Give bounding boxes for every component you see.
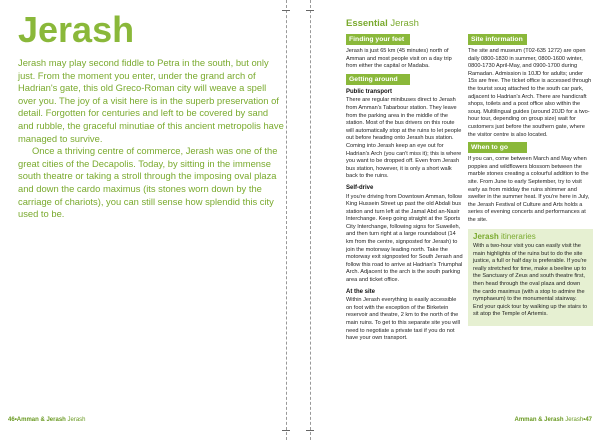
intro-text xyxy=(18,57,286,221)
at-site-text: Within Jerash everything is easily accessible on foot with the exception of the Birketein reservoir and theatre, 2 km to the north of the main ruins. To get to this separate site you will need to negotiate a private taxi if you do not have your own transport. xyxy=(346,297,461,342)
page-title: Jerash xyxy=(18,9,135,50)
itineraries-box xyxy=(468,229,593,326)
public-transport-text: There are regular minibuses direct to Jerash from Amman's Tabarbour station. They leave from the parking area in the middle of the station. Most of the bus drivers on this route will automatically stop at the ruins to let people out before heading onto Jerash bus station. Coming into Jerash keep an eye out for Hadrian's Arch (you can't miss it); this is where you want to be dropped off. Even from Jerash bus station, however, it is only a short walk back to the ruins. xyxy=(346,97,462,180)
self-drive-text: If you're driving from Downtown Amman, follow King Hussein Street up past the old Abdali bus station and turn left at the Jamal Abd an-Nasir Interchange. Keep going straight at the Sports City Interchange, following signs for Suweileh, and then turn right at a large roundabout (14 km from the centre, signposted for Jerash) to join the motorway leading north. Take the motorway exit signposted for South Jerash and follow this road to arrive at Hadrian's Triumphal Arch. Adjacent to the arch is the south parking area and ticket office. xyxy=(346,193,463,284)
public-transport-heading: Public transport xyxy=(346,88,393,95)
when-to-go-bar: When to go xyxy=(468,142,527,153)
essential-heading xyxy=(346,18,419,29)
finding-feet-bar: Finding your feet xyxy=(346,34,410,45)
site-information-text: The site and museum (T02-635 1272) are open daily 0800-1830 in summer, 0800-1600 winter, 0800-1730 April-May, and 0900-1700 during Ramadan. Admission is 10JD for adults; under 15s are free. The ticket office is accessed through the tourist souq attached to the south car park, adjacent to Hadrian's Arch. There are handicraft shops, toilets and a post office also within the souq. Multilingual guides (around 20JD for a two-hour tour, depending on group size) wait for customers just before the southern gate, where the visitor centre is also located. xyxy=(468,48,592,138)
at-site-heading: At the site xyxy=(346,288,376,295)
right-footer: Amman & Jerash Jerash•47 xyxy=(514,417,592,423)
right-column xyxy=(468,34,593,326)
self-drive-heading: Self-drive xyxy=(346,184,374,191)
left-footer-chapter: Jerash xyxy=(67,417,86,423)
site-information-bar: Site information xyxy=(468,34,527,45)
itineraries-text: With a two-hour visit you can easily visit the main highlights of the ruins but to do the site justice, a full or half day is preferable. If you're really stretched for time, make a beeline up to the Sanctuary of Zeus and south theatre first, then head through the oval plaza and down the cardo maximus (with a stop to admire the nymphaeum) to the monumental stairway. End your quick tour by walking up the stairs to sit atop the Temple of Artemis. xyxy=(473,243,588,318)
itineraries-title xyxy=(473,233,588,241)
left-column xyxy=(346,34,463,346)
finding-feet-text: Jerash is just 65 km (45 minutes) north of Amman and most people visit on a day trip from either the capital or Madaba. xyxy=(346,48,452,70)
crop-mark xyxy=(306,430,314,431)
right-footer-section: Amman & Jerash xyxy=(514,417,564,423)
right-footer-chapter: Jerash xyxy=(565,417,584,423)
right-page xyxy=(296,0,600,440)
right-page-number: 47 xyxy=(585,417,592,423)
itineraries-title-rest: itineraries xyxy=(501,232,536,242)
left-page xyxy=(0,0,296,440)
intro-paragraph-2: Once a thriving centre of commerce, Jerash was one of the great cities of the Decapolis. Today, by sitting in the immense south theatre or taking a stroll through the imposing oval plaza and down the cardo maximus (its stones worn down by the carriage of chariots), you can still sense how splendid this city used to be. xyxy=(18,145,278,220)
spine-divider xyxy=(286,0,287,440)
intro-paragraph-1: Jerash may play second fiddle to Petra in the south, but only just. From the moment you enter, under the grand arch of Hadrian's gate, this old Greco-Roman city will weave a spell over you. The joy of a visit here is in the superb preservation of detail. Forgotten for centuries and left to be covered by sand and rubble, the graceful minutiae of this ancient metropolis have managed to survive. xyxy=(18,57,284,144)
crop-mark xyxy=(306,10,314,11)
essential-heading-bold: Essential xyxy=(346,18,388,29)
when-to-go-text: If you can, come between March and May when poppies and wildflowers blossom between the marble stones creating a colourful addition to the site. From June to early September, try to visit early as from midday the ruins shimmer and swelter in the summer heat. If you're here in July, the Jerash Festival of Culture and Arts holds a series of evening concerts and performances at the site. xyxy=(468,156,590,223)
spine-divider xyxy=(310,0,311,440)
essential-heading-rest: Jerash xyxy=(390,18,419,29)
itineraries-title-bold: Jerash xyxy=(473,232,499,242)
left-page-number: 46 xyxy=(8,417,15,423)
crop-mark xyxy=(282,10,290,11)
left-footer: 46•Amman & Jerash Jerash xyxy=(8,417,86,423)
crop-mark xyxy=(282,430,290,431)
getting-around-bar: Getting around xyxy=(346,74,410,85)
left-footer-section: Amman & Jerash xyxy=(16,417,66,423)
